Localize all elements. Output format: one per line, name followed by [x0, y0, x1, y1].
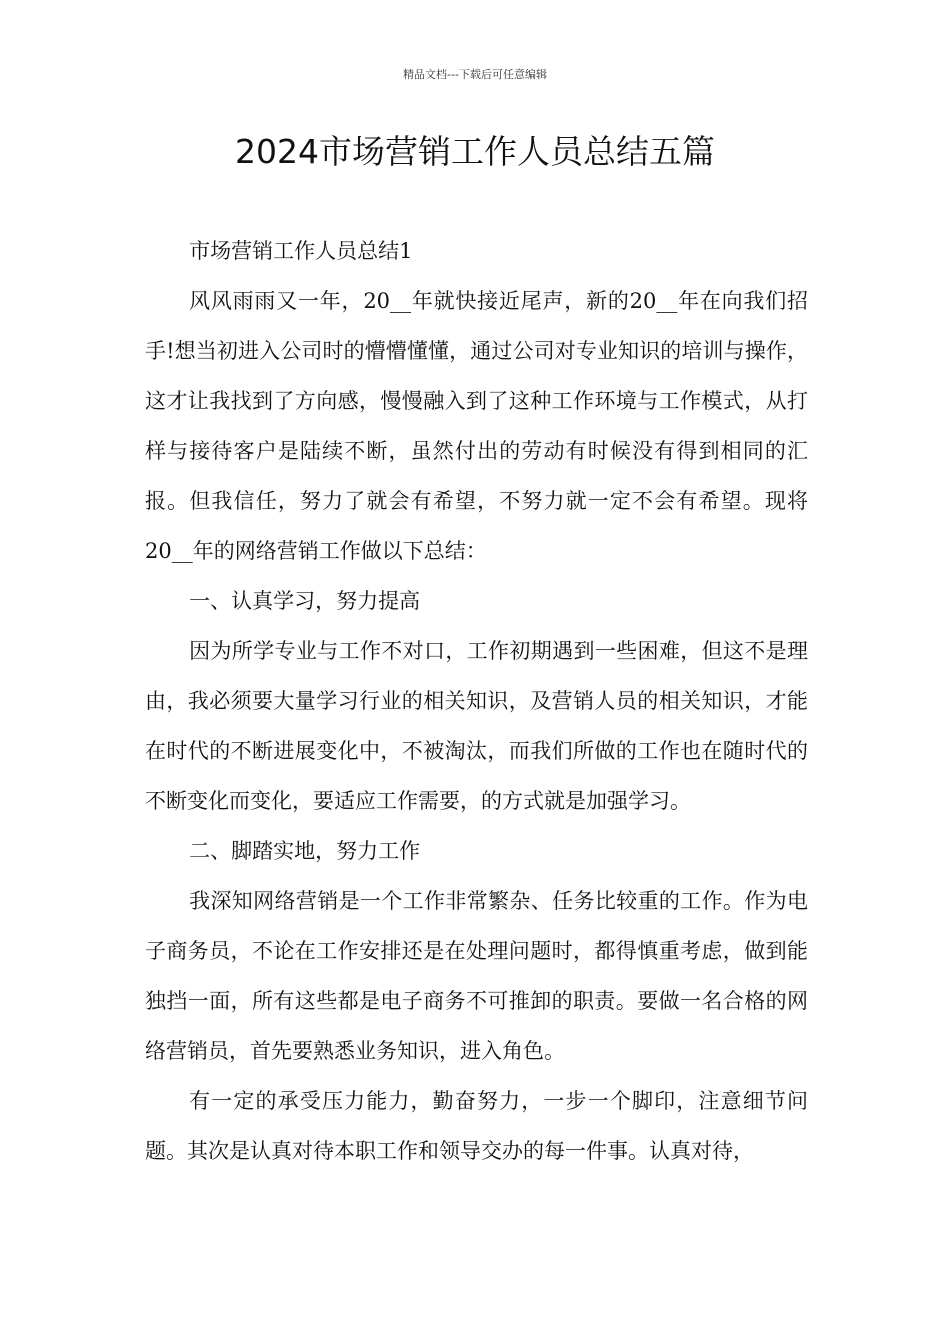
page-header: 精品文档---下载后可任意编辑 [403, 68, 547, 81]
paragraph: 有一定的承受压力能力，勤奋努力，一步一个脚印，注意细节问题。其次是认真对待本职工作和领导交办的每一件事。认真对待， [145, 1089, 808, 1163]
paragraph: 我深知网络营销是一个工作非常繁杂、任务比较重的工作。作为电子商务员，不论在工作安排还是在处理问题时，都得慎重考虑，做到能独挡一面，所有这些都是电子商务不可推卸的职责。要做一名合格的网络营销员，首先要熟悉业务知识，进入角色。 [145, 889, 808, 1063]
paragraph: 风风雨雨又一年，20__年就快接近尾声，新的20__年在向我们招手!想当初进入公司时的懵懵懂懂，通过公司对专业知识的培训与操作，这才让我找到了方向感，慢慢融入到了这种工作环境与工作模式，从打样与接待客户是陆续不断，虽然付出的劳动有时候没有得到相同的汇报。但我信任，努力了就会有希望，不努力就一定不会有希望。现将20__年的网络营销工作做以下总结： [145, 289, 808, 563]
paragraph: 因为所学专业与工作不对口，工作初期遇到一些困难，但这不是理由，我必须要大量学习行业的相关知识，及营销人员的相关知识，才能在时代的不断进展变化中，不被淘汰，而我们所做的工作也在随时代的不断变化而变化，要适应工作需要，的方式就是加强学习。 [145, 639, 808, 813]
document-body [145, 226, 808, 1176]
section-heading: 市场营销工作人员总结1 [189, 239, 413, 263]
section-heading: 一、认真学习，努力提高 [189, 589, 421, 613]
document-title: 2024市场营销工作人员总结五篇 [235, 132, 715, 171]
section-heading: 二、脚踏实地，努力工作 [189, 839, 421, 863]
